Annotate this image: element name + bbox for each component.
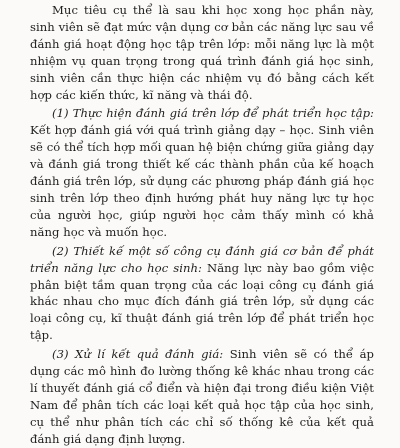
document-page: [30, 0, 375, 446]
paragraph-item-1: [30, 105, 374, 240]
item-heading: (3) Xử lí kết quả đánh giá:: [52, 347, 224, 362]
paragraph-item-3: [30, 346, 374, 447]
item-heading: (2) Thiết kế một số công cụ đánh giá cơ bản để phát triển năng lực cho học sinh:: [30, 243, 374, 275]
paragraph-item-2: [30, 243, 374, 344]
item-heading: (1) Thực hiện đánh giá trên lớp để phát triển học tập:: [52, 106, 374, 121]
paragraph-text: Năng lực này bao gồm việc phân biệt tầm quan trọng của các loại công cụ đánh giá khác nhau cho mục đích đánh giá trên lớp, sử dụng các loại công cụ, kĩ thuật đánh giá trên lớp để phát triển học tập.: [30, 260, 374, 343]
paragraph-text: Mục tiêu cụ thể là sau khi học xong học phần này, sinh viên sẽ đạt mức vận dụng cơ bản các năng lực sau về đánh giá hoạt động học tập trên lớp: mỗi năng lực là một nhiệm vụ quan trọng trong quá trình đánh giá học sinh, sinh viên cần thực hiện các nhiệm vụ đó bằng cách kết hợp các kiến thức, kĩ năng và thái độ.: [30, 3, 374, 102]
paragraph-text: Kết hợp đánh giá với quá trình giảng dạy – học. Sinh viên sẽ có thể tích hợp mối quan hệ biện chứng giữa giảng dạy và đánh giá trong thiết kế các thành phần của kế hoạch đánh giá trên lớp, sử dụng các phương pháp đánh giá học sinh trên lớp theo định hướng phát huy năng lực tự học của người học, giúp người học cảm thấy mình có khả năng học và muốn học.: [30, 123, 374, 239]
paragraph-text: Sinh viên sẽ có thể áp dụng các mô hình đo lường thống kê khác nhau trong các lí thuyết đánh giá cổ điển và hiện đại trong điều kiện Việt Nam để phân tích các loại kết quả học tập của học sinh, cụ thể như phân tích các chỉ số thống kê của kết quả đánh giá dạng định lượng.: [30, 347, 375, 446]
paragraph-intro: [30, 2, 374, 103]
